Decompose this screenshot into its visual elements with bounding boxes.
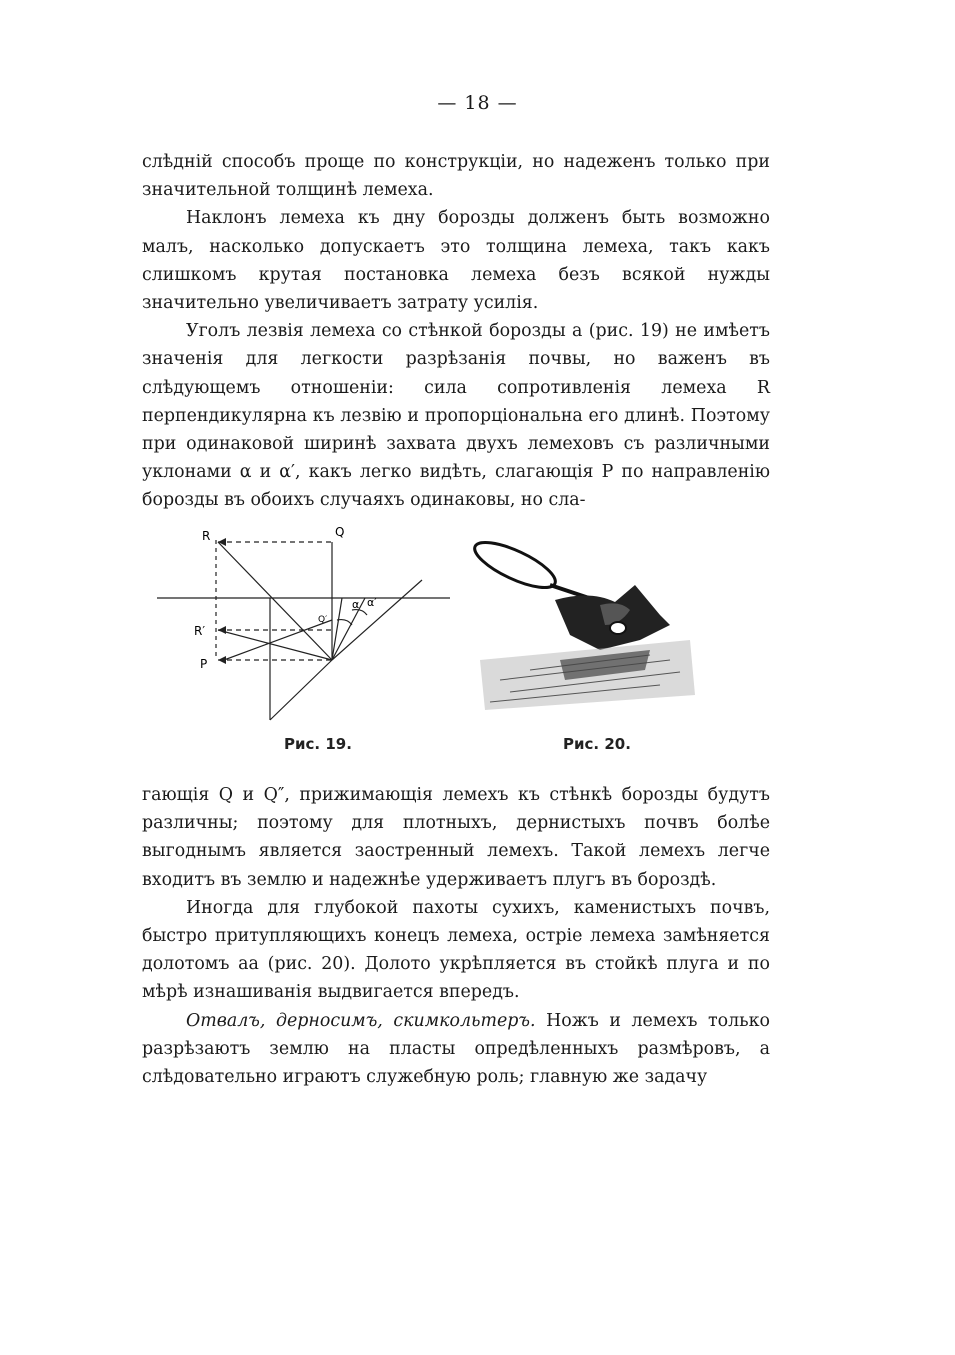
text-block-top xyxy=(142,148,770,515)
label-Q-prime: Q′ xyxy=(318,615,328,625)
figure-19-diagram xyxy=(152,520,457,735)
paragraph: Уголъ лезвія лемеха со стѣнкой борозды a (рис. 19) не имѣетъ значенія для легкости разрѣзанія почвы, но важенъ въ слѣдующемъ отношеніи: сила сопротивленія лемеха R перпендикулярна къ лезвію и пропорціональна его длинѣ. Поэтому при одинаковой ширинѣ захвата двухъ лемеховъ съ различными уклонами α и α′, какъ легко видѣть, слагающія P по направленію борозды въ обоихъ случаяхъ одинаковы, но сла- xyxy=(142,321,770,511)
label-R-prime: R′ xyxy=(194,624,206,638)
figure-20-caption: Рис. 20. xyxy=(563,735,631,753)
paragraph: Иногда для глубокой пахоты сухихъ, каменистыхъ почвъ, быстро притупляющихъ конецъ лемеха, остріе лемеха замѣняется долотомъ aa (рис. 20). Долото укрѣпляется въ стойкѣ плуга и по мѣрѣ изнашиванія выдвигается впередъ. xyxy=(142,897,770,1003)
paragraph: слѣдній способъ проще по конструкціи, но надеженъ только при значительной толщинѣ лемеха. xyxy=(142,152,770,201)
paragraph: гающія Q и Q″, прижимающія лемехъ къ стѣнкѣ борозды будутъ различны; поэтому для плотныхъ, дернистыхъ почвъ болѣе выгоднымъ является заостренный лемехъ. Такой лемехъ легче входитъ въ землю и надежнѣе удерживаетъ плугъ въ бороздѣ. xyxy=(142,785,770,890)
label-alpha-prime: α′ xyxy=(367,596,377,609)
paragraph: Наклонъ лемеха къ дну борозды долженъ быть возможно малъ, насколько допускаетъ это толщина лемеха, такъ какъ слишкомъ крутая постановка лемеха безъ всякой нужды значительно увеличиваетъ затрату усилія. xyxy=(142,208,770,314)
figure-20-illustration xyxy=(470,530,710,720)
paragraph-last xyxy=(142,1007,770,1092)
figure-19-caption: Рис. 19. xyxy=(284,735,352,753)
plough-share-drawing xyxy=(470,530,710,720)
section-heading: Отвалъ, дерносимъ, скимкольтеръ. xyxy=(186,1010,536,1031)
label-P: P xyxy=(200,657,208,671)
label-Q: Q xyxy=(335,525,345,539)
page-number: — 18 — xyxy=(437,92,518,114)
label-R: R xyxy=(202,529,211,543)
force-diagram xyxy=(152,520,457,735)
paragraph-text: Ножъ и лемехъ только разрѣзаютъ землю на пласты опредѣленныхъ размѣровъ, а слѣдовательно играютъ служебную роль; главную же задачу xyxy=(142,1010,770,1088)
label-alpha: α xyxy=(352,598,360,611)
text-block-bottom xyxy=(142,781,770,1091)
